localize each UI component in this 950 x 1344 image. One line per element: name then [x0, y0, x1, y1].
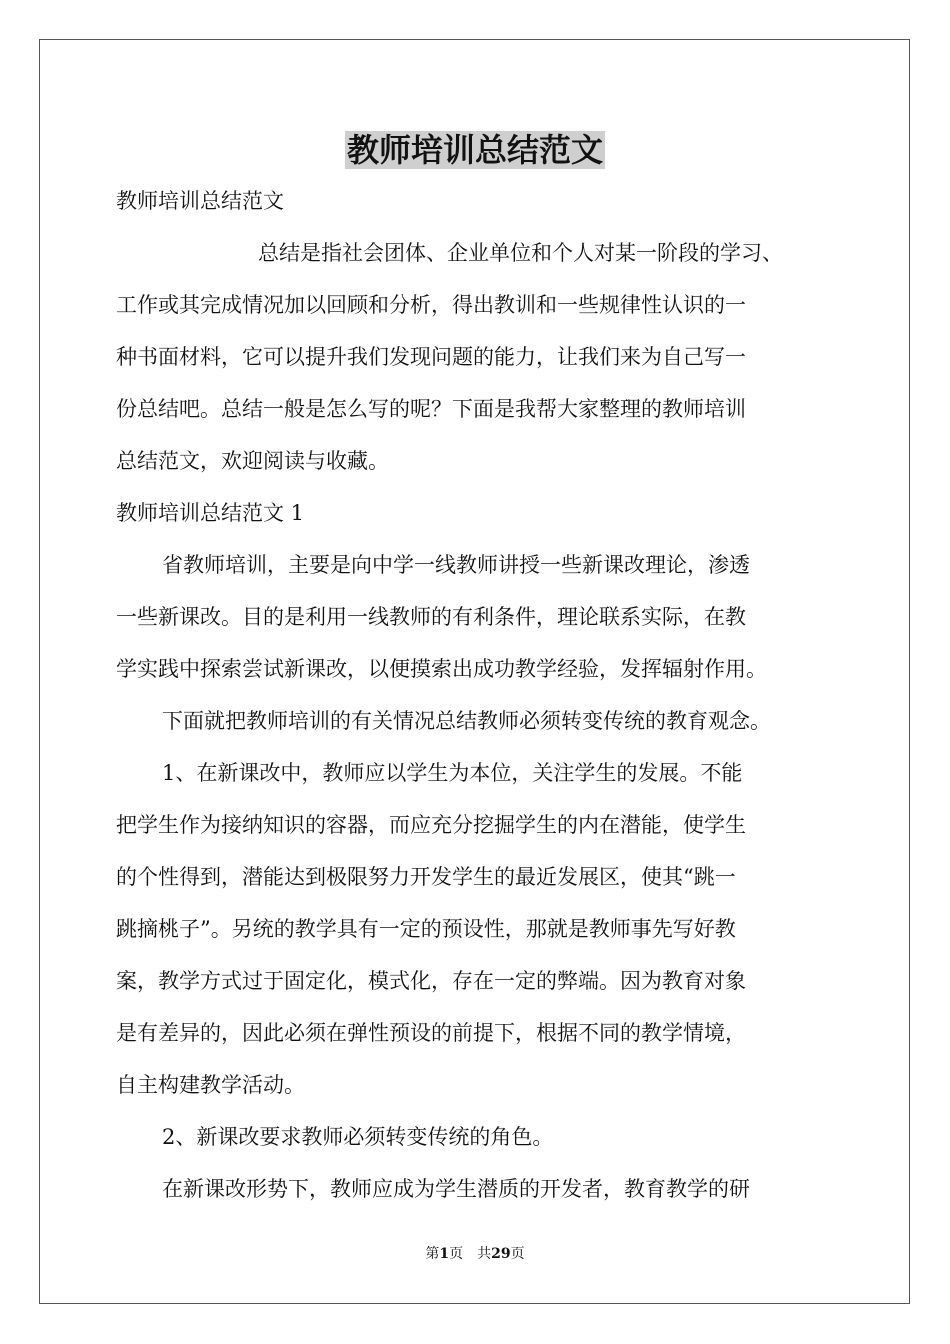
paragraph-line: 在新课改形势下，教师应成为学生潜质的开发者，教育教学的研 [162, 1177, 750, 1201]
title-highlight: 教师培训总结范文 [346, 131, 603, 169]
paragraph-line: 的个性得到，潜能达到极限努力开发学生的最近发展区，使其“跳一 [116, 865, 736, 889]
footer-suffix: 页 [510, 1246, 525, 1262]
paragraph-line: 工作或其完成情况加以回顾和分析，得出教训和一些规律性认识的一 [116, 293, 746, 317]
document-title [0, 128, 950, 172]
paragraph-line: 1、在新课改中，教师应以学生为本位，关注学生的发展。不能 [162, 761, 743, 785]
footer-page-total: 29 [491, 1246, 511, 1262]
paragraph-line: 份总结吧。总结一般是怎么写的呢？下面是我帮大家整理的教师培训 [116, 397, 746, 421]
paragraph-line: 下面就把教师培训的有关情况总结教师必须转变传统的教育观念。 [162, 709, 771, 733]
paragraph-line: 是有差异的，因此必须在弹性预设的前提下，根据不同的教学情境， [116, 1021, 746, 1045]
page-footer [0, 1244, 950, 1264]
section-heading: 教师培训总结范文 1 [116, 501, 305, 525]
paragraph-line: 跳摘桃子”。另统的教学具有一定的预设性，那就是教师事先写好教 [116, 917, 736, 941]
paragraph-line: 总结范文，欢迎阅读与收藏。 [116, 449, 389, 473]
paragraph-line: 学实践中探索尝试新课改，以便摸索出成功教学经验，发挥辐射作用。 [116, 657, 767, 681]
paragraph-line: 把学生作为接纳知识的容器，而应充分挖掘学生的内在潜能，使学生 [116, 813, 746, 837]
paragraph-line: 总结是指社会团体、企业单位和个人对某一阶段的学习、 [258, 241, 783, 265]
paragraph-line: 自主构建教学活动。 [116, 1073, 305, 1097]
paragraph-line: 省教师培训，主要是向中学一线教师讲授一些新课改理论，渗透 [162, 553, 750, 577]
footer-mid: 页 共 [449, 1246, 492, 1262]
footer-page-current: 1 [439, 1246, 450, 1262]
footer-prefix: 第 [425, 1246, 440, 1262]
paragraph-line: 种书面材料，它可以提升我们发现问题的能力，让我们来为自己写一 [116, 345, 746, 369]
paragraph-line: 2、新课改要求教师必须转变传统的角色。 [162, 1125, 554, 1149]
document-body [116, 175, 846, 1215]
subtitle-line: 教师培训总结范文 [116, 189, 284, 213]
paragraph-line: 案，教学方式过于固定化，模式化，存在一定的弊端。因为教育对象 [116, 969, 746, 993]
paragraph-line: 一些新课改。目的是利用一线教师的有利条件，理论联系实际，在教 [116, 605, 746, 629]
